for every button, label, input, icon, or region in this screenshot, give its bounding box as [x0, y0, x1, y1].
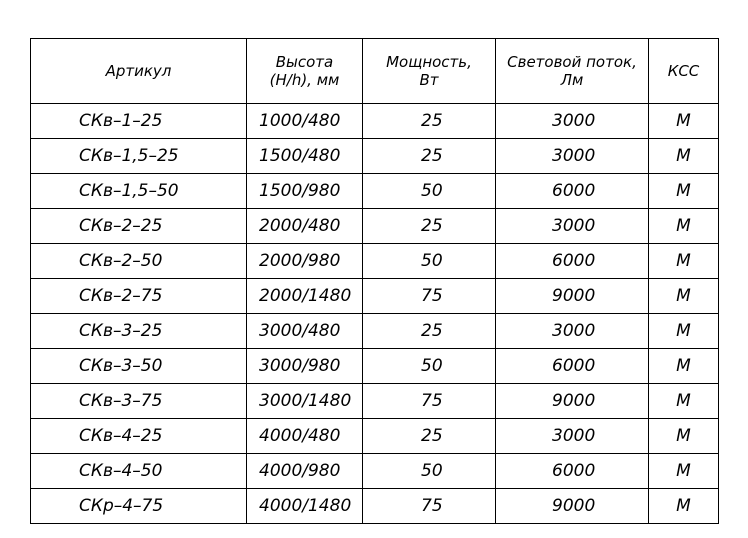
cell-kss: М — [649, 244, 719, 279]
cell-flux: 3000 — [496, 314, 649, 349]
table-row — [31, 314, 719, 349]
cell-flux: 9000 — [496, 384, 649, 419]
cell-height: 2000/980 — [247, 244, 363, 279]
table-row — [31, 384, 719, 419]
header-article: Артикул — [31, 39, 247, 104]
cell-article: СКв–3–50 — [31, 349, 247, 384]
cell-height: 2000/1480 — [247, 279, 363, 314]
table-row — [31, 244, 719, 279]
cell-power: 50 — [363, 454, 496, 489]
cell-flux: 9000 — [496, 279, 649, 314]
cell-article: СКв–3–25 — [31, 314, 247, 349]
cell-article: СКв–4–50 — [31, 454, 247, 489]
cell-kss: М — [649, 314, 719, 349]
header-kss: КСС — [649, 39, 719, 104]
cell-power: 25 — [363, 314, 496, 349]
table-row — [31, 279, 719, 314]
header-height: Высота (H/h), мм — [247, 39, 363, 104]
cell-power: 75 — [363, 384, 496, 419]
table-row — [31, 349, 719, 384]
cell-kss: М — [649, 454, 719, 489]
cell-flux: 3000 — [496, 139, 649, 174]
spec-table — [30, 38, 719, 524]
cell-kss: М — [649, 174, 719, 209]
table-row — [31, 139, 719, 174]
header-power: Мощность, Вт — [363, 39, 496, 104]
cell-height: 1500/480 — [247, 139, 363, 174]
cell-flux: 6000 — [496, 454, 649, 489]
cell-kss: М — [649, 349, 719, 384]
cell-flux: 6000 — [496, 244, 649, 279]
cell-power: 75 — [363, 279, 496, 314]
table-row — [31, 489, 719, 524]
cell-flux: 6000 — [496, 349, 649, 384]
cell-power: 25 — [363, 104, 496, 139]
cell-kss: М — [649, 489, 719, 524]
cell-flux: 3000 — [496, 419, 649, 454]
cell-article: СКв–3–75 — [31, 384, 247, 419]
header-flux: Световой поток, Лм — [496, 39, 649, 104]
cell-power: 25 — [363, 139, 496, 174]
cell-power: 25 — [363, 419, 496, 454]
cell-article: СКв–4–25 — [31, 419, 247, 454]
cell-height: 4000/1480 — [247, 489, 363, 524]
cell-power: 25 — [363, 209, 496, 244]
cell-power: 50 — [363, 244, 496, 279]
header-row — [31, 39, 719, 104]
cell-height: 3000/980 — [247, 349, 363, 384]
cell-height: 3000/1480 — [247, 384, 363, 419]
cell-height: 1000/480 — [247, 104, 363, 139]
cell-article: СКв–2–25 — [31, 209, 247, 244]
cell-flux: 9000 — [496, 489, 649, 524]
cell-article: СКв–2–75 — [31, 279, 247, 314]
cell-article: СКв–1,5–50 — [31, 174, 247, 209]
cell-article: СКв–1–25 — [31, 104, 247, 139]
table-row — [31, 209, 719, 244]
cell-flux: 6000 — [496, 174, 649, 209]
table-row — [31, 104, 719, 139]
cell-power: 50 — [363, 174, 496, 209]
table-row — [31, 454, 719, 489]
cell-kss: М — [649, 419, 719, 454]
cell-flux: 3000 — [496, 209, 649, 244]
cell-article: СКв–2–50 — [31, 244, 247, 279]
cell-kss: М — [649, 384, 719, 419]
cell-height: 4000/480 — [247, 419, 363, 454]
cell-kss: М — [649, 139, 719, 174]
cell-flux: 3000 — [496, 104, 649, 139]
table-row — [31, 419, 719, 454]
table-row — [31, 174, 719, 209]
cell-height: 2000/480 — [247, 209, 363, 244]
cell-height: 1500/980 — [247, 174, 363, 209]
cell-kss: М — [649, 209, 719, 244]
cell-power: 75 — [363, 489, 496, 524]
cell-kss: М — [649, 104, 719, 139]
cell-power: 50 — [363, 349, 496, 384]
cell-height: 4000/980 — [247, 454, 363, 489]
cell-article: СКр–4–75 — [31, 489, 247, 524]
cell-kss: М — [649, 279, 719, 314]
cell-article: СКв–1,5–25 — [31, 139, 247, 174]
cell-height: 3000/480 — [247, 314, 363, 349]
